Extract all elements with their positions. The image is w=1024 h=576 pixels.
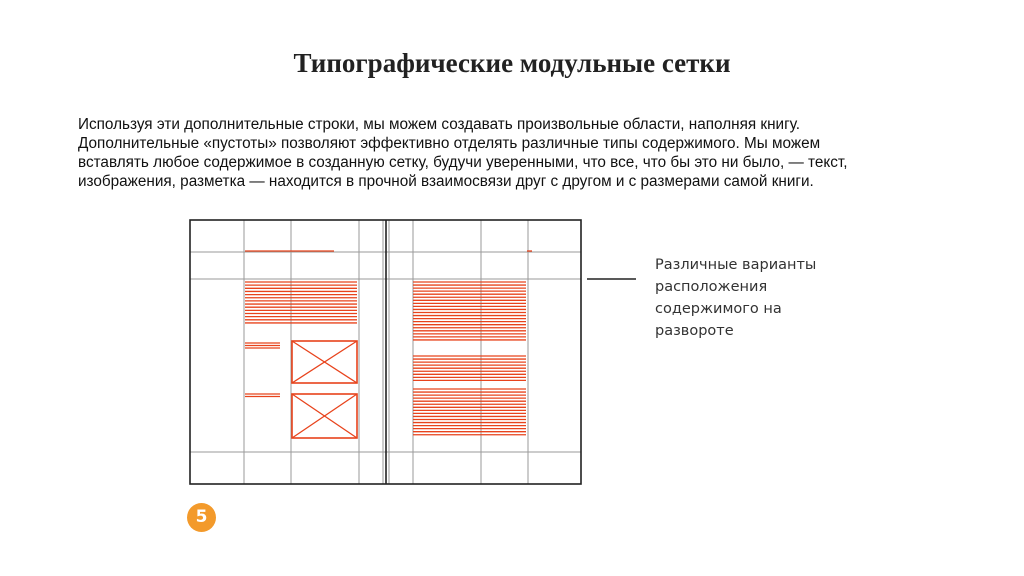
body-line: изображения, разметка — находится в прочной взаимосвязи друг с другом и с размерами самой книги. [78,173,814,190]
callout-line: Различные варианты [655,257,817,273]
body-line: Дополнительные «пустоты» позволяют эффективно отделять различные типы содержимого. Мы можем [78,135,821,152]
body-line: Используя эти дополнительные строки, мы можем создавать произвольные области, наполняя книгу. [78,116,801,133]
callout-text [655,254,855,342]
body-line: вставлять любое содержимое в созданную сетку, будучи уверенными, что все, что бы это ни было, — текст, [78,154,848,171]
callout-line: развороте [655,323,734,339]
page-number-badge: 5 [187,503,216,532]
callout-line: расположения [655,279,768,295]
slide-title: Типографические модульные сетки [293,48,731,78]
image-placeholders [292,341,357,438]
callout-line: содержимого на [655,301,782,317]
